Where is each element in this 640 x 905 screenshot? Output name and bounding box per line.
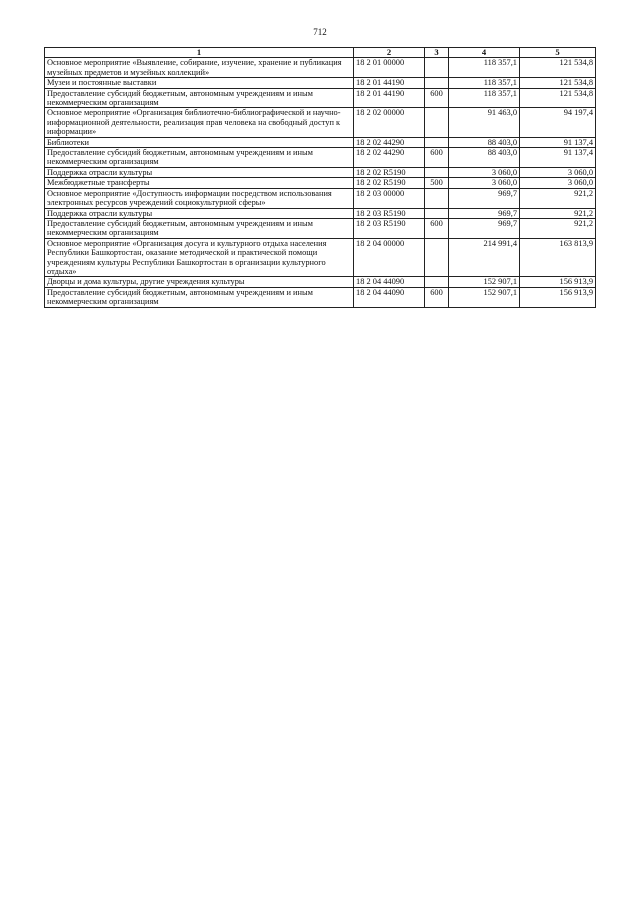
row-name: Библиотеки (45, 137, 354, 147)
program-code: 18 2 01 44190 (354, 88, 425, 108)
expense-type (425, 188, 449, 208)
expense-type (425, 208, 449, 218)
amount-col-5: 156 913,9 (520, 277, 596, 287)
row-name: Поддержка отрасли культуры (45, 167, 354, 177)
table-row (45, 88, 596, 108)
amount-col-5: 3 060,0 (520, 167, 596, 177)
program-code: 18 2 01 44190 (354, 78, 425, 88)
amount-col-5: 921,2 (520, 208, 596, 218)
amount-col-5: 156 913,9 (520, 287, 596, 307)
row-name: Предоставление субсидий бюджетным, автономным учреждениям и иным некоммерческим организациям (45, 148, 354, 168)
table-row (45, 277, 596, 287)
program-code: 18 2 02 44290 (354, 137, 425, 147)
program-code: 18 2 04 44090 (354, 277, 425, 287)
amount-col-4: 118 357,1 (449, 58, 520, 78)
header-col-5: 5 (520, 48, 596, 58)
expense-type (425, 238, 449, 277)
table-row (45, 108, 596, 137)
row-name: Музеи и постоянные выставки (45, 78, 354, 88)
amount-col-4: 3 060,0 (449, 178, 520, 188)
amount-col-4: 88 403,0 (449, 137, 520, 147)
header-col-2: 2 (354, 48, 425, 58)
amount-col-5: 921,2 (520, 218, 596, 238)
amount-col-5: 121 534,8 (520, 58, 596, 78)
table-row (45, 287, 596, 307)
amount-col-5: 921,2 (520, 188, 596, 208)
table-row (45, 188, 596, 208)
program-code: 18 2 02 44290 (354, 148, 425, 168)
amount-col-4: 152 907,1 (449, 287, 520, 307)
amount-col-4: 969,7 (449, 218, 520, 238)
expense-type (425, 78, 449, 88)
amount-col-4: 118 357,1 (449, 78, 520, 88)
header-col-4: 4 (449, 48, 520, 58)
row-name: Предоставление субсидий бюджетным, автономным учреждениям и иным некоммерческим организациям (45, 287, 354, 307)
amount-col-5: 91 137,4 (520, 137, 596, 147)
expense-type: 600 (425, 148, 449, 168)
table-row (45, 218, 596, 238)
amount-col-4: 969,7 (449, 208, 520, 218)
amount-col-5: 121 534,8 (520, 78, 596, 88)
table-row (45, 58, 596, 78)
expense-type (425, 167, 449, 177)
amount-col-4: 969,7 (449, 188, 520, 208)
amount-col-4: 91 463,0 (449, 108, 520, 137)
amount-col-5: 94 197,4 (520, 108, 596, 137)
row-name: Основное мероприятие «Выявление, собирание, изучение, хранение и публикация музейных предметов и музейных коллекций» (45, 58, 354, 78)
amount-col-4: 88 403,0 (449, 148, 520, 168)
program-code: 18 2 04 44090 (354, 287, 425, 307)
row-name: Поддержка отрасли культуры (45, 208, 354, 218)
expense-type (425, 277, 449, 287)
row-name: Предоставление субсидий бюджетным, автономным учреждениям и иным некоммерческим организациям (45, 88, 354, 108)
expense-type: 600 (425, 88, 449, 108)
expense-type: 500 (425, 178, 449, 188)
table-row (45, 208, 596, 218)
table-row (45, 167, 596, 177)
row-name: Дворцы и дома культуры, другие учреждения культуры (45, 277, 354, 287)
expense-type (425, 137, 449, 147)
header-col-1: 1 (45, 48, 354, 58)
amount-col-5: 121 534,8 (520, 88, 596, 108)
amount-col-4: 214 991,4 (449, 238, 520, 277)
row-name: Основное мероприятие «Доступность информации посредством использования электронных ресурсов учреждений социокультурной сферы» (45, 188, 354, 208)
program-code: 18 2 02 R5190 (354, 178, 425, 188)
table-row (45, 238, 596, 277)
program-code: 18 2 04 00000 (354, 238, 425, 277)
row-name: Основное мероприятие «Организация досуга и культурного отдыха населения Республики Башкортостан, оказание методической и практической помощи учреждениям культуры Республики Башкортостан в организации культурного отдыха» (45, 238, 354, 277)
row-name: Основное мероприятие «Организация библиотечно-библиографической и научно-информационной деятельности, реализация прав человека на свободный доступ к информации» (45, 108, 354, 137)
budget-table (44, 47, 596, 308)
expense-type (425, 58, 449, 78)
program-code: 18 2 02 00000 (354, 108, 425, 137)
program-code: 18 2 03 R5190 (354, 208, 425, 218)
table-row (45, 178, 596, 188)
row-name: Предоставление субсидий бюджетным, автономным учреждениям и иным некоммерческим организациям (45, 218, 354, 238)
amount-col-5: 91 137,4 (520, 148, 596, 168)
amount-col-4: 118 357,1 (449, 88, 520, 108)
expense-type: 600 (425, 287, 449, 307)
table-row (45, 78, 596, 88)
table-row (45, 148, 596, 168)
row-name: Межбюджетные трансферты (45, 178, 354, 188)
expense-type (425, 108, 449, 137)
program-code: 18 2 03 00000 (354, 188, 425, 208)
amount-col-4: 3 060,0 (449, 167, 520, 177)
header-row (45, 48, 596, 58)
amount-col-4: 152 907,1 (449, 277, 520, 287)
table-row (45, 137, 596, 147)
expense-type: 600 (425, 218, 449, 238)
amount-col-5: 163 813,9 (520, 238, 596, 277)
amount-col-5: 3 060,0 (520, 178, 596, 188)
program-code: 18 2 02 R5190 (354, 167, 425, 177)
program-code: 18 2 01 00000 (354, 58, 425, 78)
page-number: 712 (313, 27, 327, 37)
header-col-3: 3 (425, 48, 449, 58)
program-code: 18 2 03 R5190 (354, 218, 425, 238)
